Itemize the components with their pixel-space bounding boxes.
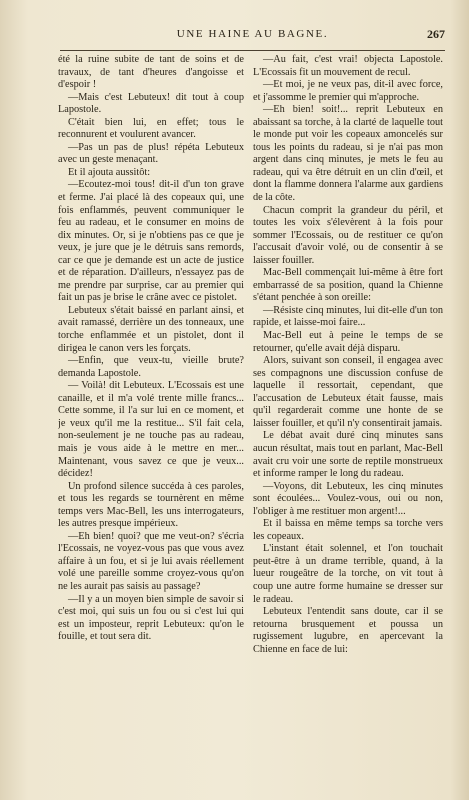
page-number: 267 [427, 27, 445, 41]
paragraph: Chacun comprit la grandeur du péril, et toutes les voix s'élevèrent à la fois pour sommer l'Ecossais, ou de restituer ce qu'on l'accusait d'avoir volé, ou de consentir à se laisser fouiller. [253, 204, 443, 266]
page-header [60, 28, 445, 51]
paragraph: — Voilà! dit Lebuteux. L'Ecossais est une canaille, et il m'a volé trente mille francs... Cette somme, il l'a sur lui en ce moment, et je veux qu'il me la restitue... S'il fait cela, non-seulement je ne touche pas au radeau, mais je vous aide à le mettre en mer... Maintenant, vous savez ce que je veux... décidez! [58, 380, 244, 480]
paragraph: —Et moi, je ne veux pas, dit-il avec force, et j'assomme le premier qui m'approche. [253, 79, 443, 103]
paragraph: L'instant était solennel, et l'on touchait peut-être à un drame terrible, quand, à la lueur rougeâtre de la torche, on vit tout à coup une autre forme humaine se dresser sur le radeau. [253, 543, 443, 605]
paragraph: —Mais c'est Lebuteux! dit tout à coup Lapostole. [58, 91, 244, 116]
paragraph: Mac-Bell eut à peine le temps de se retourner, qu'elle avait déjà disparu. [253, 330, 443, 354]
paragraph: Le débat avait duré cinq minutes sans aucun résultat, mais tout en parlant, Mac-Bell avait cru voir une sorte de reptile monstrueux et informe ramper le long du radeau. [253, 430, 443, 480]
right-column [253, 54, 443, 770]
paragraph: Et il baissa en même temps sa torche vers les copeaux. [253, 518, 443, 542]
paragraph: —Voyons, dit Lebuteux, les cinq minutes sont écoulées... Voulez-vous, oui ou non, l'obliger à me restituer mon argent!... [253, 480, 443, 517]
paragraph: Alors, suivant son conseil, il engagea avec ses compagnons une discussion confuse de laquelle il ressortait, cependant, que l'accusation de Lebuteux était fausse, mais qu'il regarderait comme une honte de se laisser fouiller, et qu'il n'y consentirait jamais. [253, 355, 443, 429]
paragraph: —Résiste cinq minutes, lui dit-elle d'un ton rapide, et laisse-moi faire... [253, 304, 443, 329]
paragraph: Mac-Bell commençait lui-même à être fort embarrassé de sa position, quand la Chienne s'étant penchée à son oreille: [253, 267, 443, 304]
paragraph: été la ruine subite de tant de soins et de travaux, de tant d'heures d'angoisse et d'espoir ! [58, 54, 244, 91]
paragraph: Un profond silence succéda à ces paroles, et tous les regards se tournèrent en même temps vers Mac-Bell, les uns interrogateurs, les autres presque impérieux. [58, 480, 244, 530]
paragraph: Lebuteux s'était baissé en parlant ainsi, et avait ramassé, derrière un des tonneaux, une torche enflammée et un pistolet, dont il dirigea le canon vers les forçats. [58, 304, 244, 354]
paragraph: —Enfin, que veux-tu, vieille brute? demanda Lapostole. [58, 355, 244, 379]
paragraph: —Ecoutez-moi tous! dit-il d'un ton grave et ferme. J'ai placé là des copeaux qui, une fois enflammés, peuvent communiquer le feu au radeau, et le consumer en moins de dix minutes. Or, si je n'obtiens pas ce que je veux, je jure que je le détruis sans remords, car ce que je demande est un acte de justice et de réparation. D'ailleurs, n'essayez pas de me prendre par surprise, car au premier qui fait un pas je brise le crâne avec ce pistolet. [58, 179, 244, 304]
paragraph: C'était bien lui, en effet; tous le reconnurent et voulurent avancer. [58, 116, 244, 141]
left-column [58, 54, 244, 770]
paragraph: Lebuteux l'entendit sans doute, car il se retourna brusquement et poussa un rugissement lugubre, en apercevant la Chienne en face de lui: [253, 606, 443, 655]
running-title: UNE HAINE AU BAGNE. [176, 28, 329, 40]
paragraph: —Eh bien! soit!... reprit Lebuteux en abaissant sa torche, à la clarté de laquelle tout le monde put voir les copeaux amoncelés sur tous les points du radeau, si je n'ai pas mon argent dans cinq minutes, je mets le feu au radeau, qui va être détruit en un clin d'œil, et dont la flamme donnera l'alarme aux gardiens de la côte. [253, 104, 443, 204]
paragraph: Et il ajouta aussitôt: [68, 166, 151, 178]
paragraph: —Il y a un moyen bien simple de savoir si c'est moi, qui suis un fou ou si c'est lui qui est un imposteur, reprit Lebuteux: qu'on le fouille, et tout sera dit. [58, 593, 244, 643]
paragraph: —Eh bien! quoi? que me veut-on? s'écria l'Ecossais, ne voyez-vous pas que vous avez affaire à un fou, et si je lui avais réellement volé une pareille somme croyez-vous qu'on ne les aurait pas saisis au passage? [58, 530, 244, 592]
paragraph: —Pas un pas de plus! répéta Lebuteux avec un geste menaçant. [58, 141, 244, 166]
paragraph: —Au fait, c'est vrai! objecta Lapostole. L'Ecossais fit un mouvement de recul. [253, 54, 443, 78]
